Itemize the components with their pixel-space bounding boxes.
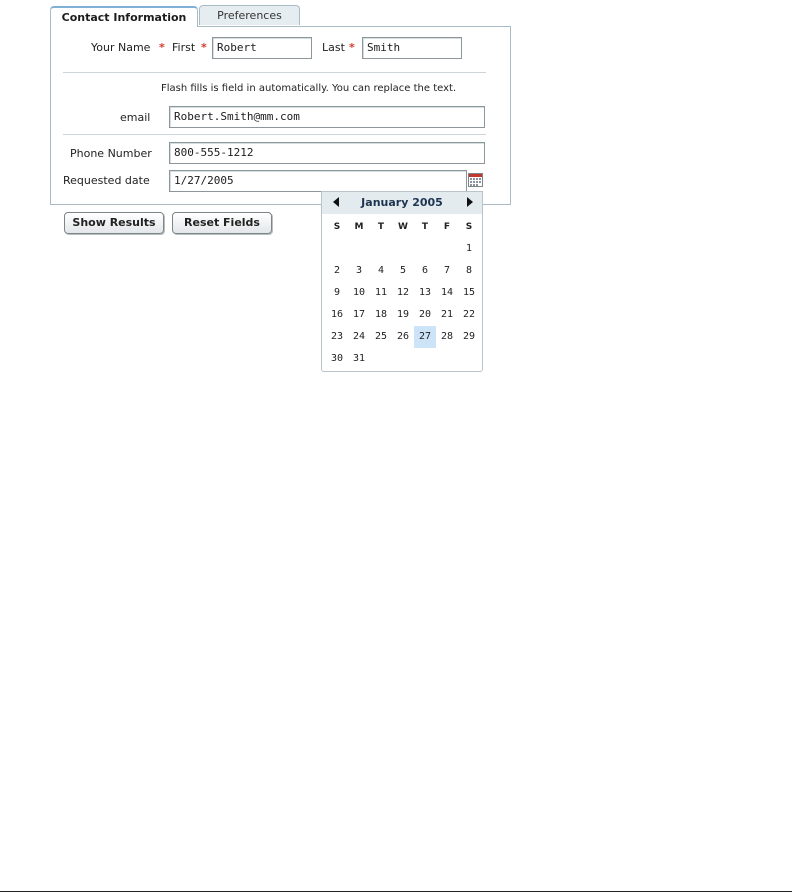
day-cell[interactable]: 22 (462, 309, 476, 320)
day-cell[interactable]: 19 (396, 309, 410, 320)
required-mark: * (349, 41, 355, 54)
requested-date-field[interactable]: 1/27/2005 (169, 170, 467, 192)
empty-day-cell (348, 238, 370, 260)
autofill-note: Flash fills is field in automatically. You can replace the text. (161, 83, 457, 94)
day-cell[interactable]: 15 (462, 287, 476, 298)
empty-day-cell (414, 238, 436, 260)
divider (63, 134, 486, 135)
weekday-header: F (443, 222, 451, 232)
day-cell[interactable]: 1 (465, 243, 473, 254)
next-month-icon[interactable] (467, 197, 473, 207)
email-label: email (120, 111, 151, 124)
calendar-icon[interactable] (468, 173, 483, 187)
requested-date-label: Requested date (63, 174, 150, 187)
day-cell[interactable]: 29 (462, 331, 476, 342)
day-cell[interactable]: 6 (421, 265, 429, 276)
day-cell[interactable]: 11 (374, 287, 388, 298)
empty-day-cell (370, 238, 392, 260)
weekday-header: W (398, 222, 408, 232)
last-name-label: Last (322, 41, 345, 54)
day-cell[interactable]: 26 (396, 331, 410, 342)
date-picker-popup (321, 191, 483, 372)
weekday-header: M (354, 222, 364, 232)
day-cell[interactable]: 28 (440, 331, 454, 342)
day-cell[interactable]: 8 (465, 265, 473, 276)
first-name-label: First (172, 41, 196, 54)
first-name-input[interactable]: Robert (212, 37, 312, 59)
weekday-header: T (421, 222, 429, 232)
tab-preferences[interactable]: Preferences (199, 5, 300, 25)
day-cell[interactable]: 3 (355, 265, 363, 276)
phone-label: Phone Number (70, 147, 152, 160)
weekday-header: T (377, 222, 385, 232)
selected-day-cell[interactable]: 27 (414, 326, 436, 348)
divider (63, 72, 486, 73)
divider (0, 891, 792, 892)
day-cell[interactable]: 5 (399, 265, 407, 276)
day-cell[interactable]: 23 (330, 331, 344, 342)
calendar-grid (326, 216, 480, 370)
last-name-input[interactable]: Smith (362, 37, 462, 59)
day-cell[interactable]: 12 (396, 287, 410, 298)
empty-day-cell (326, 238, 348, 260)
show-results-button[interactable]: Show Results (64, 212, 164, 234)
day-cell[interactable]: 9 (333, 287, 341, 298)
day-cell[interactable]: 2 (333, 265, 341, 276)
day-cell[interactable]: 14 (440, 287, 454, 298)
day-cell[interactable]: 31 (352, 353, 366, 364)
reset-fields-button[interactable]: Reset Fields (172, 212, 272, 234)
required-mark: * (159, 41, 165, 54)
tab-contact-information[interactable]: Contact Information (50, 6, 198, 27)
day-cell[interactable]: 13 (418, 287, 432, 298)
day-cell[interactable]: 4 (377, 265, 385, 276)
day-cell[interactable]: 21 (440, 309, 454, 320)
weekday-header: S (465, 222, 473, 232)
day-cell[interactable]: 17 (352, 309, 366, 320)
required-mark: * (201, 41, 207, 54)
calendar-month-title: January 2005 (361, 196, 443, 209)
phone-field[interactable]: 800-555-1212 (169, 142, 485, 164)
your-name-label: Your Name (91, 41, 151, 54)
calendar-header (322, 192, 482, 214)
empty-day-cell (436, 238, 458, 260)
day-cell[interactable]: 10 (352, 287, 366, 298)
empty-day-cell (392, 238, 414, 260)
day-cell[interactable]: 7 (443, 265, 451, 276)
day-cell[interactable]: 25 (374, 331, 388, 342)
day-cell[interactable]: 30 (330, 353, 344, 364)
email-field[interactable]: Robert.Smith@mm.com (169, 106, 485, 128)
weekday-header: S (333, 222, 341, 232)
day-cell[interactable]: 24 (352, 331, 366, 342)
day-cell[interactable]: 16 (330, 309, 344, 320)
contact-form-panel (50, 26, 511, 205)
day-cell[interactable]: 20 (418, 309, 432, 320)
day-cell[interactable]: 18 (374, 309, 388, 320)
